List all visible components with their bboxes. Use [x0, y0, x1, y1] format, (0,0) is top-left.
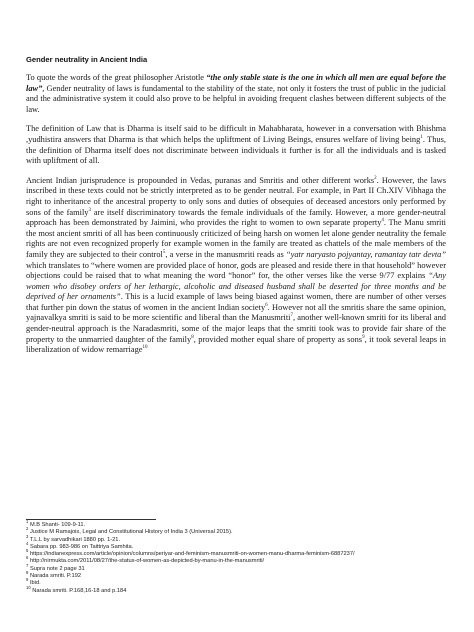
text: , it took several leaps in liberalization of widow remarriage [26, 334, 446, 355]
footnote [26, 577, 446, 587]
text: . Thus, the definition of Dharma itself does not discriminate between individuals it further is for all the individuals and is tasked with upliftment of all. [26, 134, 446, 166]
footnote-ref[interactable]: 5 [162, 250, 166, 256]
section-heading: Gender neutrality in Ancient India [26, 55, 148, 64]
footnote-number: 6 [26, 555, 29, 561]
text: , Gender neutrality of laws is fundamental to the stability of the state, not only it fosters the trust of public in the judicial and the administrative system it could also prove to be helpful in avoiding frequent clashes between different subjects of the law. [26, 83, 446, 114]
footnote [26, 526, 446, 536]
text: , provided mother equal share of property as sons [193, 334, 363, 344]
footnote-ref[interactable]: 4 [381, 218, 384, 224]
text: , another well-known smriti for its liberal and gender-neutral approach is the Naradasmriti, some of the major leaps that the smriti took was to provide fair share of the property to the unmarried daughter of the family [26, 313, 446, 344]
footnote-ref[interactable]: 10 [142, 345, 148, 351]
footnote-separator [26, 519, 156, 520]
footnote-text: Justice M Ramajois, Legal and Constitutional History of India 3 (Universal 2015). [29, 529, 233, 536]
footnote [26, 584, 446, 595]
footnote-number: 2 [26, 526, 29, 532]
text: which translates to “where women are provided place of honor, gods are pleased and reside there in that household” however objections could be raised that to what meaning the word “honor” for, the other verses like the verse 9/77 explains [26, 260, 446, 281]
text: Ancient Indian jurisprudence is propounded in Vedas, puranas and Smritis and other different works [26, 175, 375, 185]
footnote-number: 4 [26, 541, 29, 546]
paragraph-3 [26, 176, 446, 356]
footnote-ref[interactable]: 6 [265, 303, 268, 309]
footnote-ref[interactable]: 1 [420, 135, 423, 141]
footnote-ref[interactable]: 7 [290, 313, 293, 319]
footnote-text: Ibid. [29, 580, 41, 587]
text: . The Manu smriti the most ancient smriti of all has been continuously criticized of being harsh on women let alone gender neutrality the female rights are not even recognized properly for example women in the family are treated as chattels of the male members of the family they are subjected to their control [26, 218, 447, 259]
paragraph-2 [26, 124, 446, 166]
footnote-text: Narada smriti. P.168,16-18 and p.184 [32, 587, 127, 594]
footnote-number: 3 [26, 533, 29, 539]
footnote-number: 10 [26, 584, 31, 590]
text: , a verse in the manusmriti reads as [165, 249, 286, 259]
footnote-number: 1 [26, 519, 29, 525]
text: To quote the words of the great philosopher Aristotle [26, 73, 207, 82]
text: . However, the laws inscribed in these texts could not be strictly interpreted as to be gender neutral. For example, in Part II Ch.XIV Vibhaga the right to inheritance of the ancestral property to only sons and duties of obsequies of deceased ancestors only performed by sons of the family [26, 175, 446, 217]
footnote-url[interactable]: http://nirmukta.com/2011/08/27/the-status-of-women-as-depicted-by-manu-in-the-manusmriti/ [29, 558, 265, 565]
footnote-text: Sabara pp. 983-986 on Taittriya Samhita. [29, 543, 134, 550]
footnote-link[interactable] [26, 555, 446, 565]
text: are itself discriminatory towards the female individuals of the family. However, a more gender-neutral approach has been demonstrated by Jaimini, who provides the right to women to own separate property [26, 207, 447, 228]
paragraph-1 [26, 73, 446, 115]
quote-verse: “yatr naryasto pojyantay, ramantay tatr devta” [285, 249, 447, 259]
footnote-text: Supra note 2 page 31 [29, 565, 85, 572]
footnote-ref[interactable]: 2 [374, 175, 377, 181]
footnotes [26, 519, 446, 595]
footnote [26, 570, 446, 583]
footnote-text: Narada smriti. P.192 [29, 573, 82, 580]
text: The definition of Law that is Dharma is itself said to be difficult in Mahabharata, however in a conversation with Bhishma ,yudhistira answers that Dharma is that which helps the upliftment of Living Beings, ensures welfare of living being [26, 124, 446, 144]
text: . This is a lucid example of laws being biased against women, there are number of other verses that further pin down the status of women in the ancient Indian society [26, 292, 446, 312]
footnote-ref[interactable]: 3 [88, 207, 91, 213]
footnote-ref[interactable]: 9 [362, 334, 365, 340]
text: . However not all the smritis share the same opinion, yajnavalkya smriti is said to be more scientific and liberal than the Manusmriti [26, 302, 446, 323]
document-body [26, 55, 446, 365]
footnote [26, 533, 446, 544]
quote-aristotle: “the only stable state is the one in which all men are equal before the law” [26, 73, 446, 93]
footnote-number: 7 [26, 562, 29, 568]
quote-verse: “Any women who disobey orders of her lethargic, alcoholic and diseased husband shall be deserted for three months and be deprived of her ornaments” [26, 271, 446, 302]
footnote-text: M.B Shanti- 109-9-11. [29, 522, 86, 528]
footnote-number: 9 [26, 577, 29, 583]
footnote [26, 562, 446, 576]
footnote-number: 5 [26, 548, 29, 554]
footnote-ref[interactable]: 8 [191, 334, 194, 340]
footnote-text: T.L.L by sarvadhikari 1880 pp. 1-21. [29, 536, 121, 543]
footnote-number: 8 [26, 570, 29, 576]
footnote-url[interactable]: https://indianexpress.com/article/opinion/columns/periyar-and-feminism-manusmriti-on-women-manu-dharma-feminism-6887237/ [29, 551, 355, 558]
